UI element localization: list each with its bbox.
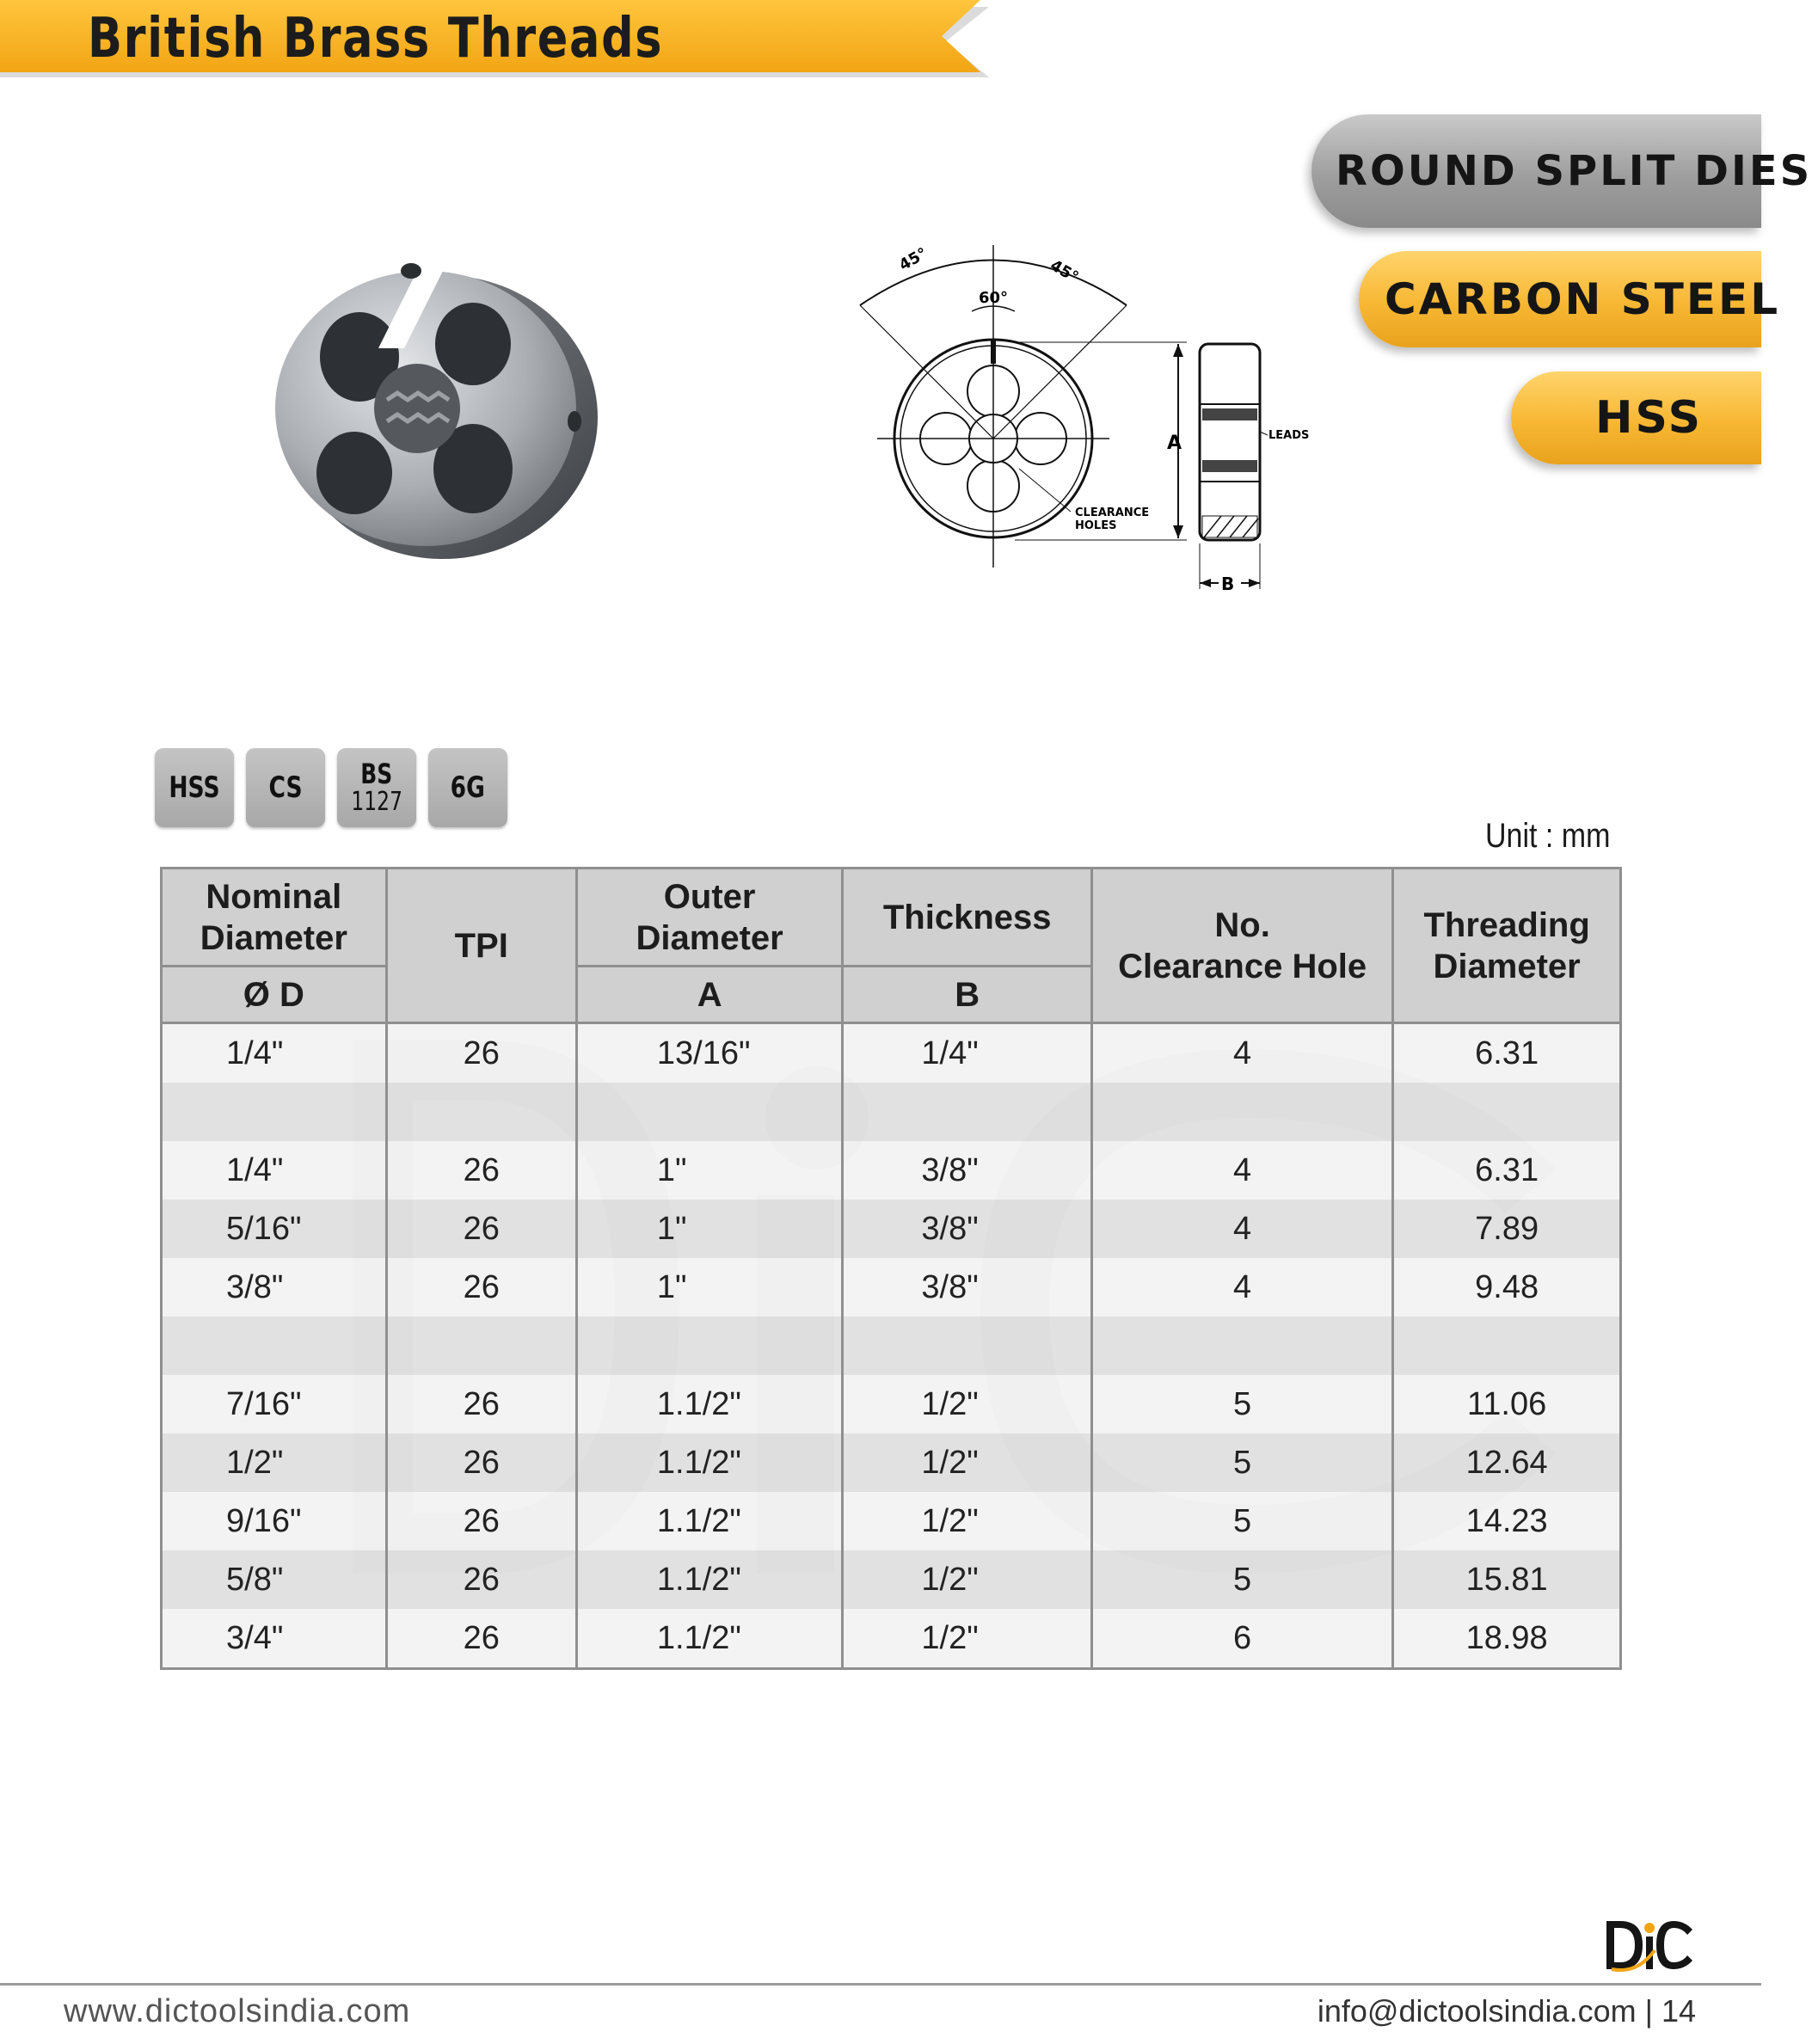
table-body	[162, 1023, 1621, 1669]
header-clearance-hole	[1091, 869, 1392, 1023]
cell-threading-diameter: 7.89	[1393, 1200, 1621, 1258]
table-row	[162, 1200, 1621, 1258]
tag-carbon-steel	[1359, 251, 1781, 347]
table-row	[162, 1023, 1621, 1083]
tag-round-split-dies-label: ROUND SPLIT DIES	[1336, 147, 1812, 195]
table-row	[162, 1141, 1621, 1200]
cell-tpi: 26	[386, 1375, 576, 1433]
cell-threading-diameter: 6.31	[1393, 1023, 1621, 1083]
dimension-b-label: B	[1221, 574, 1235, 594]
badge-cs-text: CS	[268, 770, 303, 805]
header-outer-line1: Outer	[663, 877, 756, 916]
cell-clearance-holes	[1091, 1083, 1392, 1141]
badge-bs-number: 1127	[351, 787, 402, 817]
cell-clearance-holes: 5	[1091, 1550, 1392, 1609]
header-nominal-sub: Ø D	[162, 967, 387, 1023]
footer-separator: |	[1644, 1993, 1653, 2029]
badge-cs	[246, 748, 325, 827]
header-tpi: TPI	[386, 869, 576, 1023]
cell-outer-diameter: 1.1/2"	[576, 1433, 843, 1492]
page-number: 14	[1661, 1993, 1696, 2029]
header-clear-line2: Clearance Hole	[1118, 947, 1367, 985]
header-outer-line2: Diameter	[636, 918, 783, 957]
cell-tpi: 26	[386, 1492, 576, 1550]
tag-hss	[1511, 371, 1761, 464]
tag-hss-label: HSS	[1595, 392, 1704, 444]
cell-tpi: 26	[386, 1141, 576, 1200]
cell-thickness: 3/8"	[843, 1258, 1092, 1317]
table-row	[162, 1083, 1621, 1141]
cell-thickness	[843, 1317, 1092, 1375]
cell-nominal-diameter: 5/8"	[162, 1550, 387, 1609]
cell-tpi	[386, 1083, 576, 1141]
table-row	[162, 1492, 1621, 1550]
leads-label: LEADS	[1268, 429, 1310, 442]
cell-nominal-diameter	[162, 1317, 387, 1375]
cell-outer-diameter: 1.1/2"	[576, 1492, 843, 1550]
cell-threading-diameter: 6.31	[1393, 1141, 1621, 1200]
cell-nominal-diameter: 9/16"	[162, 1492, 387, 1550]
header-thickness: Thickness	[843, 869, 1092, 967]
cell-nominal-diameter: 3/8"	[162, 1258, 387, 1317]
table-row	[162, 1375, 1621, 1433]
cell-nominal-diameter: 3/4"	[162, 1609, 387, 1669]
cell-clearance-holes: 4	[1091, 1141, 1392, 1200]
cell-thickness	[843, 1083, 1092, 1141]
cell-clearance-holes: 4	[1091, 1200, 1392, 1258]
table-row	[162, 1317, 1621, 1375]
table-row	[162, 1550, 1621, 1609]
cell-tpi: 26	[386, 1609, 576, 1669]
badge-hss-text: HSS	[169, 770, 220, 805]
cell-nominal-diameter: 7/16"	[162, 1375, 387, 1433]
cell-tpi: 26	[386, 1023, 576, 1083]
product-photo	[258, 249, 602, 580]
cell-clearance-holes: 5	[1091, 1375, 1392, 1433]
tag-carbon-steel-label: CARBON STEEL	[1385, 274, 1781, 324]
badge-hss	[155, 748, 234, 827]
cell-thickness: 3/8"	[843, 1200, 1092, 1258]
header-nominal-line2: Diameter	[200, 918, 347, 957]
footer-email[interactable]: info@dictoolsindia.com	[1317, 1993, 1637, 2029]
cell-clearance-holes: 5	[1091, 1433, 1392, 1492]
badge-bs-1127	[337, 748, 416, 827]
cell-threading-diameter: 14.23	[1393, 1492, 1621, 1550]
cell-clearance-holes: 6	[1091, 1609, 1392, 1669]
cell-nominal-diameter: 1/4"	[162, 1141, 387, 1200]
angle-right-label: 45°	[1047, 256, 1082, 287]
footer-website[interactable]: www.dictoolsindia.com	[64, 1993, 411, 2029]
header-clear-line1: No.	[1214, 905, 1270, 944]
header-thickness-sub: B	[843, 967, 1092, 1023]
cell-threading-diameter: 18.98	[1393, 1609, 1621, 1669]
angle-top-label: 60°	[979, 289, 1009, 307]
clearance-label-2: HOLES	[1075, 519, 1117, 532]
die-dimension-drawing	[843, 232, 1324, 611]
cell-thickness: 3/8"	[843, 1141, 1092, 1200]
cell-thickness: 1/2"	[843, 1609, 1092, 1669]
cell-tpi: 26	[386, 1200, 576, 1258]
cell-threading-diameter: 9.48	[1393, 1258, 1621, 1317]
cell-outer-diameter: 1.1/2"	[576, 1375, 843, 1433]
cell-clearance-holes: 4	[1091, 1258, 1392, 1317]
header-thread-line1: Threading	[1423, 905, 1590, 944]
cell-clearance-holes: 4	[1091, 1023, 1392, 1083]
cell-outer-diameter	[576, 1083, 843, 1141]
badge-bs-text: BS	[360, 758, 393, 790]
header-outer-sub: A	[576, 967, 843, 1023]
cell-outer-diameter: 1"	[576, 1200, 843, 1258]
cell-tpi: 26	[386, 1258, 576, 1317]
badge-6g	[428, 748, 507, 827]
cell-tpi: 26	[386, 1433, 576, 1492]
cell-outer-diameter: 1.1/2"	[576, 1550, 843, 1609]
page-title: British Brass Threads	[88, 7, 664, 71]
table-row	[162, 1433, 1621, 1492]
cell-threading-diameter	[1393, 1317, 1621, 1375]
header-nominal-line1: Nominal	[206, 877, 342, 916]
header-outer-diameter	[576, 869, 843, 967]
tag-round-split-dies	[1311, 114, 1812, 228]
cell-thickness: 1/2"	[843, 1375, 1092, 1433]
spec-table	[160, 867, 1622, 1670]
table-row	[162, 1258, 1621, 1317]
clearance-label-1: CLEARANCE	[1075, 506, 1150, 519]
cell-tpi: 26	[386, 1550, 576, 1609]
footer-divider	[0, 1983, 1761, 1986]
dic-logo-mark	[1603, 1916, 1698, 1976]
cell-outer-diameter: 13/16"	[576, 1023, 843, 1083]
badge-6g-text: 6G	[450, 770, 486, 805]
cell-tpi	[386, 1317, 576, 1375]
header-nominal-diameter	[162, 869, 387, 967]
technical-diagram	[843, 232, 1324, 615]
cell-clearance-holes	[1091, 1317, 1392, 1375]
cell-thickness: 1/4"	[843, 1023, 1092, 1083]
cell-nominal-diameter: 1/4"	[162, 1023, 387, 1083]
cell-thickness: 1/2"	[843, 1550, 1092, 1609]
cell-outer-diameter	[576, 1317, 843, 1375]
header-threading-diameter	[1393, 869, 1621, 1023]
cell-outer-diameter: 1"	[576, 1258, 843, 1317]
cell-nominal-diameter	[162, 1083, 387, 1141]
cell-nominal-diameter: 1/2"	[162, 1433, 387, 1492]
angle-left-label: 45°	[896, 244, 931, 275]
cell-threading-diameter: 11.06	[1393, 1375, 1621, 1433]
cell-threading-diameter	[1393, 1083, 1621, 1141]
header-thread-line2: Diameter	[1433, 947, 1581, 985]
cell-threading-diameter: 12.64	[1393, 1433, 1621, 1492]
cell-nominal-diameter: 5/16"	[162, 1200, 387, 1258]
round-die-illustration	[258, 249, 602, 576]
cell-thickness: 1/2"	[843, 1492, 1092, 1550]
dimension-a-label: A	[1167, 433, 1182, 454]
footer-contact	[1318, 1993, 1696, 2029]
cell-outer-diameter: 1"	[576, 1141, 843, 1200]
cell-thickness: 1/2"	[843, 1433, 1092, 1492]
unit-label: Unit : mm	[1485, 817, 1611, 855]
cell-clearance-holes: 5	[1091, 1492, 1392, 1550]
title-banner	[0, 0, 998, 82]
dic-logo	[1603, 1916, 1698, 1980]
cell-outer-diameter: 1.1/2"	[576, 1609, 843, 1669]
table-row	[162, 1609, 1621, 1669]
cell-threading-diameter: 15.81	[1393, 1550, 1621, 1609]
